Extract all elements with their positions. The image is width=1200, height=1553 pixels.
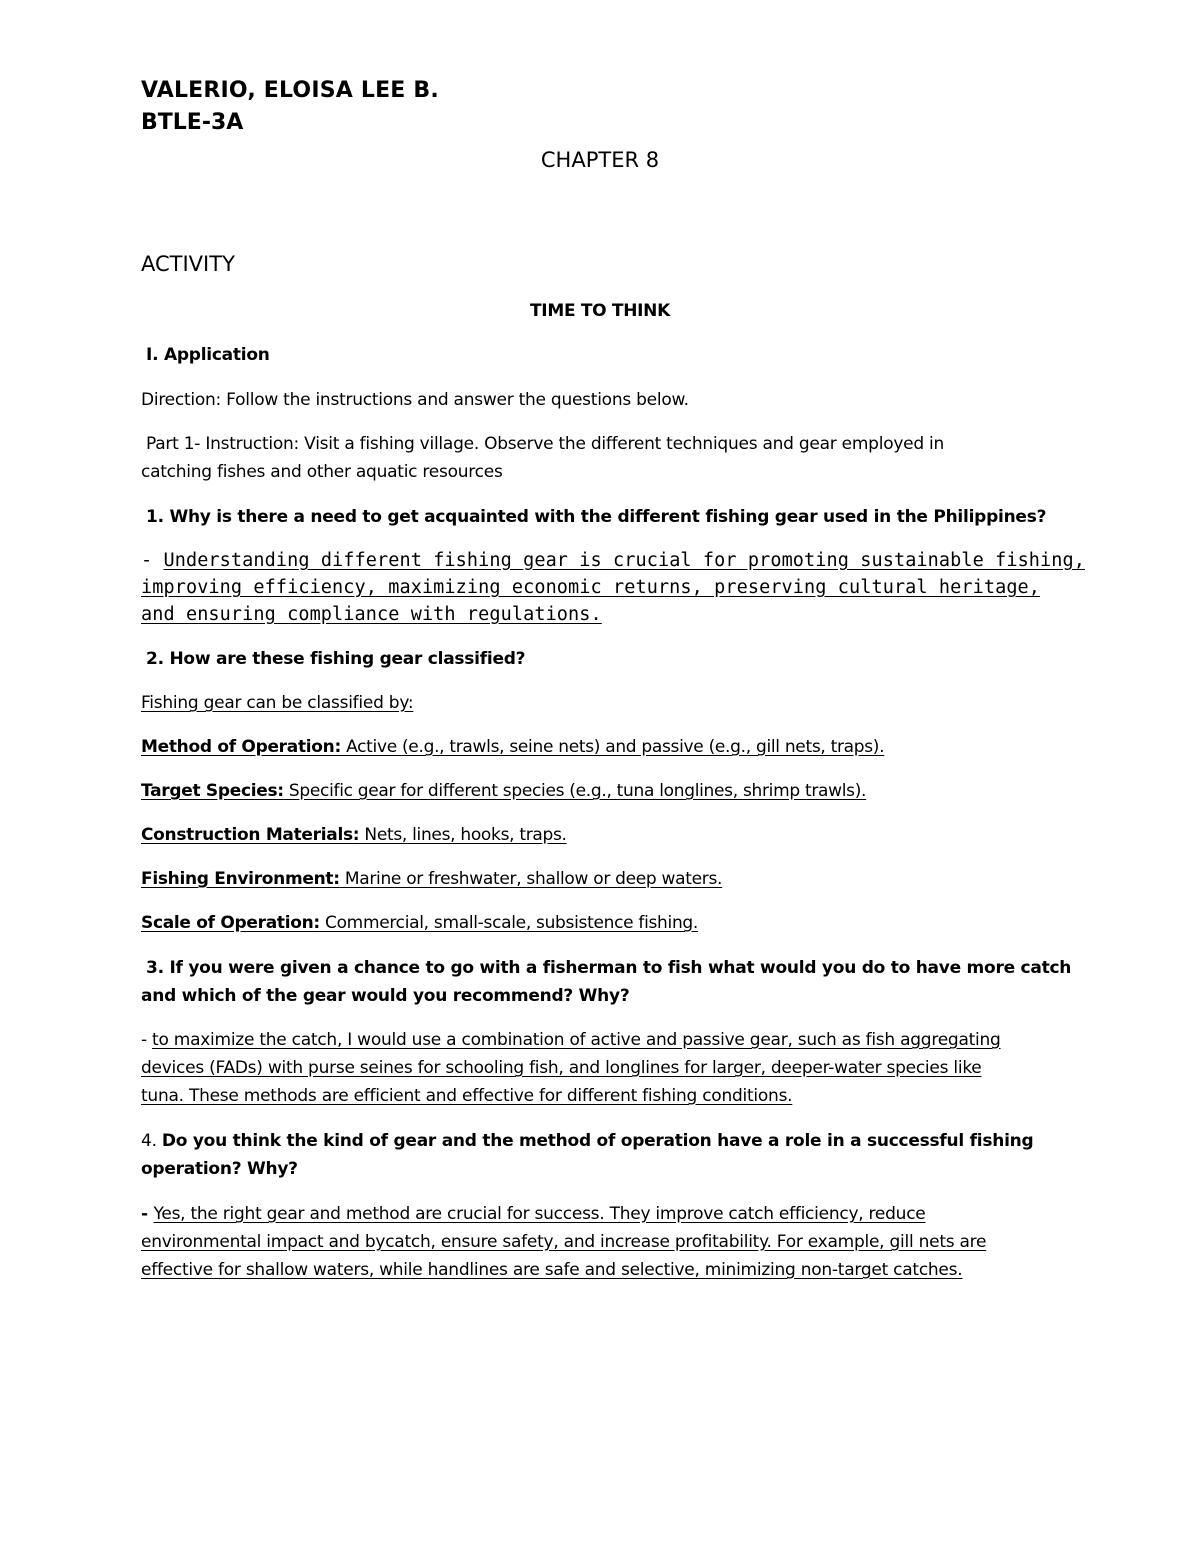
direction-text: Direction: Follow the instructions and answer the questions below. (141, 390, 689, 410)
answer-3-dash: - (141, 1030, 153, 1050)
answer-3-line-1 (141, 1026, 1001, 1054)
classification-method (141, 733, 884, 761)
classification-materials-text: Nets, lines, hooks, traps. (359, 825, 567, 845)
classification-target (141, 777, 866, 805)
answer-1-line-1 (141, 547, 1085, 574)
classification-environment-label: Fishing Environment: (141, 869, 340, 889)
answer-4-line-3: effective for shallow waters, while handlines are safe and selective, minimizing non-target catches. (141, 1260, 963, 1280)
classification-scale-label: Scale of Operation: (141, 913, 320, 933)
answer-1-line-2: improving efficiency, maximizing economic returns, preserving cultural heritage, (141, 577, 1041, 598)
answer-1-text-1: Understanding different fishing gear is crucial for promoting sustainable fishing, (163, 550, 1085, 571)
subtitle-time-to-think: TIME TO THINK (530, 301, 670, 321)
classification-scale-text: Commercial, small-scale, subsistence fishing. (319, 913, 699, 933)
classification-environment (141, 865, 722, 893)
question-4-line-1 (141, 1127, 1033, 1155)
classification-target-label: Target Species: (141, 781, 284, 801)
answer-3-line-2: devices (FADs) with purse seines for schooling fish, and longlines for larger, deeper-water species like (141, 1058, 982, 1078)
part-heading: I. Application (146, 345, 270, 365)
student-name: VALERIO, ELOISA LEE B. (141, 78, 439, 103)
chapter-title: CHAPTER 8 (540, 148, 660, 172)
question-2: 2. How are these fishing gear classified? (146, 649, 526, 669)
instruction-line-2: catching fishes and other aquatic resources (141, 462, 503, 482)
answer-1-line-3: and ensuring compliance with regulations. (141, 604, 602, 625)
classification-target-text: Specific gear for different species (e.g., tuna longlines, shrimp trawls). (283, 781, 867, 801)
question-4-number: 4. (141, 1131, 162, 1151)
question-3-line-2: and which of the gear would you recommend? Why? (141, 986, 630, 1006)
classification-intro: Fishing gear can be classified by: (141, 693, 414, 713)
classification-method-label: Method of Operation: (141, 737, 341, 757)
answer-4-line-1 (141, 1200, 926, 1228)
classification-materials (141, 821, 567, 849)
answer-4-text-1: Yes, the right gear and method are crucial for success. They improve catch efficiency, reduce (153, 1204, 926, 1224)
question-4-text-1: Do you think the kind of gear and the method of operation have a role in a successful fishing (161, 1131, 1034, 1151)
classification-materials-label: Construction Materials: (141, 825, 360, 845)
activity-heading: ACTIVITY (141, 252, 235, 276)
answer-3-line-3: tuna. These methods are efficient and effective for different fishing conditions. (141, 1086, 793, 1106)
answer-3-text-1: to maximize the catch, I would use a combination of active and passive gear, such as fish aggregating (152, 1030, 1001, 1050)
answer-1-dash: - (141, 550, 164, 571)
student-section: BTLE-3A (141, 110, 244, 135)
question-1: 1. Why is there a need to get acquainted with the different fishing gear used in the Philippines? (146, 507, 1047, 527)
instruction-line-1: Part 1- Instruction: Visit a fishing village. Observe the different techniques and gear employed in (146, 434, 945, 454)
answer-4-dash: - (141, 1204, 154, 1224)
question-3-line-1: 3. If you were given a chance to go with a fisherman to fish what would you do to have more catch (146, 958, 1072, 978)
classification-scale (141, 909, 698, 937)
answer-4-line-2: environmental impact and bycatch, ensure safety, and increase profitability. For example, gill nets are (141, 1232, 987, 1252)
classification-method-text: Active (e.g., trawls, seine nets) and passive (e.g., gill nets, traps). (340, 737, 885, 757)
classification-environment-text: Marine or freshwater, shallow or deep waters. (339, 869, 723, 889)
question-4-line-2: operation? Why? (141, 1159, 298, 1179)
